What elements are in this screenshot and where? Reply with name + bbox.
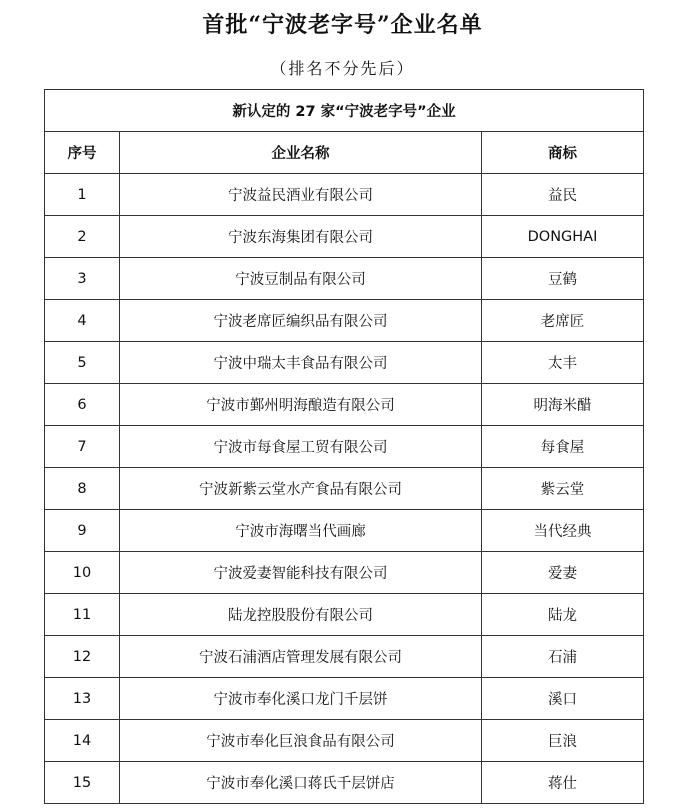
document-title: 首批“宁波老字号”企业名单 — [202, 12, 483, 38]
cell-brand: 爱妻 — [482, 552, 644, 594]
cell-company: 宁波市海曙当代画廊 — [120, 510, 482, 552]
cell-company: 宁波中瑞太丰食品有限公司 — [120, 342, 482, 384]
cell-brand: 每食屋 — [482, 426, 644, 468]
table-row — [45, 174, 644, 216]
cell-company: 宁波东海集团有限公司 — [120, 216, 482, 258]
document-subtitle: （排名不分先后） — [270, 59, 415, 78]
cell-brand: 老席匠 — [482, 300, 644, 342]
cell-index: 9 — [45, 510, 120, 552]
cell-index: 14 — [45, 720, 120, 762]
cell-index: 8 — [45, 468, 120, 510]
table-row — [45, 678, 644, 720]
cell-company: 宁波市奉化巨浪食品有限公司 — [120, 720, 482, 762]
cell-index: 11 — [45, 594, 120, 636]
cell-index: 5 — [45, 342, 120, 384]
cell-index: 7 — [45, 426, 120, 468]
cell-brand: 紫云堂 — [482, 468, 644, 510]
cell-index: 4 — [45, 300, 120, 342]
cell-index: 2 — [45, 216, 120, 258]
cell-company: 陆龙控股股份有限公司 — [120, 594, 482, 636]
header-index: 序号 — [45, 132, 120, 174]
cell-index: 12 — [45, 636, 120, 678]
cell-brand: 巨浪 — [482, 720, 644, 762]
cell-company: 宁波爱妻智能科技有限公司 — [120, 552, 482, 594]
company-list-table — [44, 89, 644, 804]
cell-brand: 蒋仕 — [482, 762, 644, 804]
table-row — [45, 720, 644, 762]
cell-company: 宁波市奉化溪口蒋氏千层饼店 — [120, 762, 482, 804]
cell-index: 1 — [45, 174, 120, 216]
table-banner-row — [45, 90, 644, 132]
cell-brand: 石浦 — [482, 636, 644, 678]
cell-brand: 陆龙 — [482, 594, 644, 636]
cell-brand: 益民 — [482, 174, 644, 216]
table-row — [45, 468, 644, 510]
cell-index: 15 — [45, 762, 120, 804]
table-row — [45, 762, 644, 804]
table-row — [45, 342, 644, 384]
cell-index: 13 — [45, 678, 120, 720]
table-row — [45, 300, 644, 342]
header-company: 企业名称 — [120, 132, 482, 174]
cell-company: 宁波市鄞州明海酿造有限公司 — [120, 384, 482, 426]
cell-index: 6 — [45, 384, 120, 426]
cell-company: 宁波市奉化溪口龙门千层饼 — [120, 678, 482, 720]
cell-index: 10 — [45, 552, 120, 594]
cell-brand: DONGHAI — [482, 216, 644, 258]
cell-brand: 明海米醋 — [482, 384, 644, 426]
cell-company: 宁波市每食屋工贸有限公司 — [120, 426, 482, 468]
cell-brand: 豆鹤 — [482, 258, 644, 300]
table-row — [45, 384, 644, 426]
table-row — [45, 426, 644, 468]
table-banner: 新认定的 27 家“宁波老字号”企业 — [45, 90, 644, 132]
table-row — [45, 552, 644, 594]
table-row — [45, 636, 644, 678]
header-brand: 商标 — [482, 132, 644, 174]
cell-company: 宁波豆制品有限公司 — [120, 258, 482, 300]
cell-brand: 当代经典 — [482, 510, 644, 552]
cell-brand: 溪口 — [482, 678, 644, 720]
cell-index: 3 — [45, 258, 120, 300]
cell-company: 宁波新紫云堂水产食品有限公司 — [120, 468, 482, 510]
table-row — [45, 258, 644, 300]
table-row — [45, 510, 644, 552]
table-row — [45, 216, 644, 258]
cell-company: 宁波益民酒业有限公司 — [120, 174, 482, 216]
table-header-row — [45, 132, 644, 174]
cell-brand: 太丰 — [482, 342, 644, 384]
cell-company: 宁波老席匠编织品有限公司 — [120, 300, 482, 342]
table-row — [45, 594, 644, 636]
cell-company: 宁波石浦酒店管理发展有限公司 — [120, 636, 482, 678]
